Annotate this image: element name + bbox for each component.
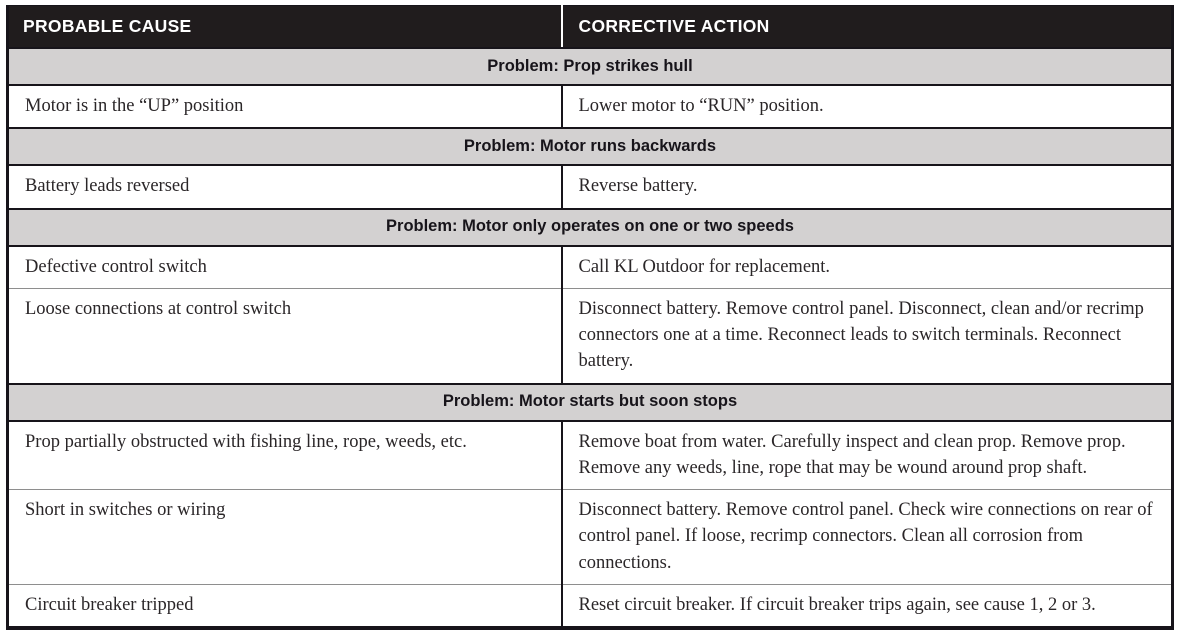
problem-band-row (8, 48, 1173, 85)
problem-band-row (8, 209, 1173, 246)
cell-probable-cause: Circuit breaker tripped (8, 584, 562, 628)
cell-corrective-action: Remove boat from water. Carefully inspect and clean prop. Remove prop. Remove any weeds, line, rope that may be wound around prop shaft. (562, 421, 1173, 490)
column-header-probable-cause: PROBABLE CAUSE (8, 6, 562, 49)
problem-band-label: Problem: Prop strikes hull (8, 48, 1173, 85)
table-row (8, 421, 1173, 490)
problem-band-label: Problem: Motor runs backwards (8, 128, 1173, 165)
problem-band-label: Problem: Motor starts but soon stops (8, 384, 1173, 421)
cell-probable-cause: Motor is in the “UP” position (8, 85, 562, 128)
cell-probable-cause: Battery leads reversed (8, 165, 562, 208)
cell-probable-cause: Prop partially obstructed with fishing line, rope, weeds, etc. (8, 421, 562, 490)
table-row (8, 584, 1173, 628)
table-row (8, 246, 1173, 289)
table-header (8, 6, 1173, 49)
cell-corrective-action: Call KL Outdoor for replacement. (562, 246, 1173, 289)
cell-corrective-action: Disconnect battery. Remove control panel. Disconnect, clean and/or recrimp connectors one at a time. Reconnect leads to switch terminals. Reconnect battery. (562, 288, 1173, 383)
problem-band-row (8, 384, 1173, 421)
table-header-row (8, 6, 1173, 49)
cell-probable-cause: Defective control switch (8, 246, 562, 289)
table-row (8, 490, 1173, 585)
cell-corrective-action: Reset circuit breaker. If circuit breaker trips again, see cause 1, 2 or 3. (562, 584, 1173, 628)
problem-band-label: Problem: Motor only operates on one or two speeds (8, 209, 1173, 246)
problem-band-row (8, 128, 1173, 165)
table-row (8, 288, 1173, 383)
cell-probable-cause: Loose connections at control switch (8, 288, 562, 383)
cell-corrective-action: Lower motor to “RUN” position. (562, 85, 1173, 128)
troubleshooting-table (6, 5, 1174, 630)
table-row (8, 165, 1173, 208)
cell-probable-cause: Short in switches or wiring (8, 490, 562, 585)
table-row (8, 85, 1173, 128)
table-body (8, 48, 1173, 628)
cell-corrective-action: Disconnect battery. Remove control panel. Check wire connections on rear of control panel. If loose, recrimp connectors. Clean all corrosion from connections. (562, 490, 1173, 585)
column-header-corrective-action: CORRECTIVE ACTION (562, 6, 1173, 49)
cell-corrective-action: Reverse battery. (562, 165, 1173, 208)
